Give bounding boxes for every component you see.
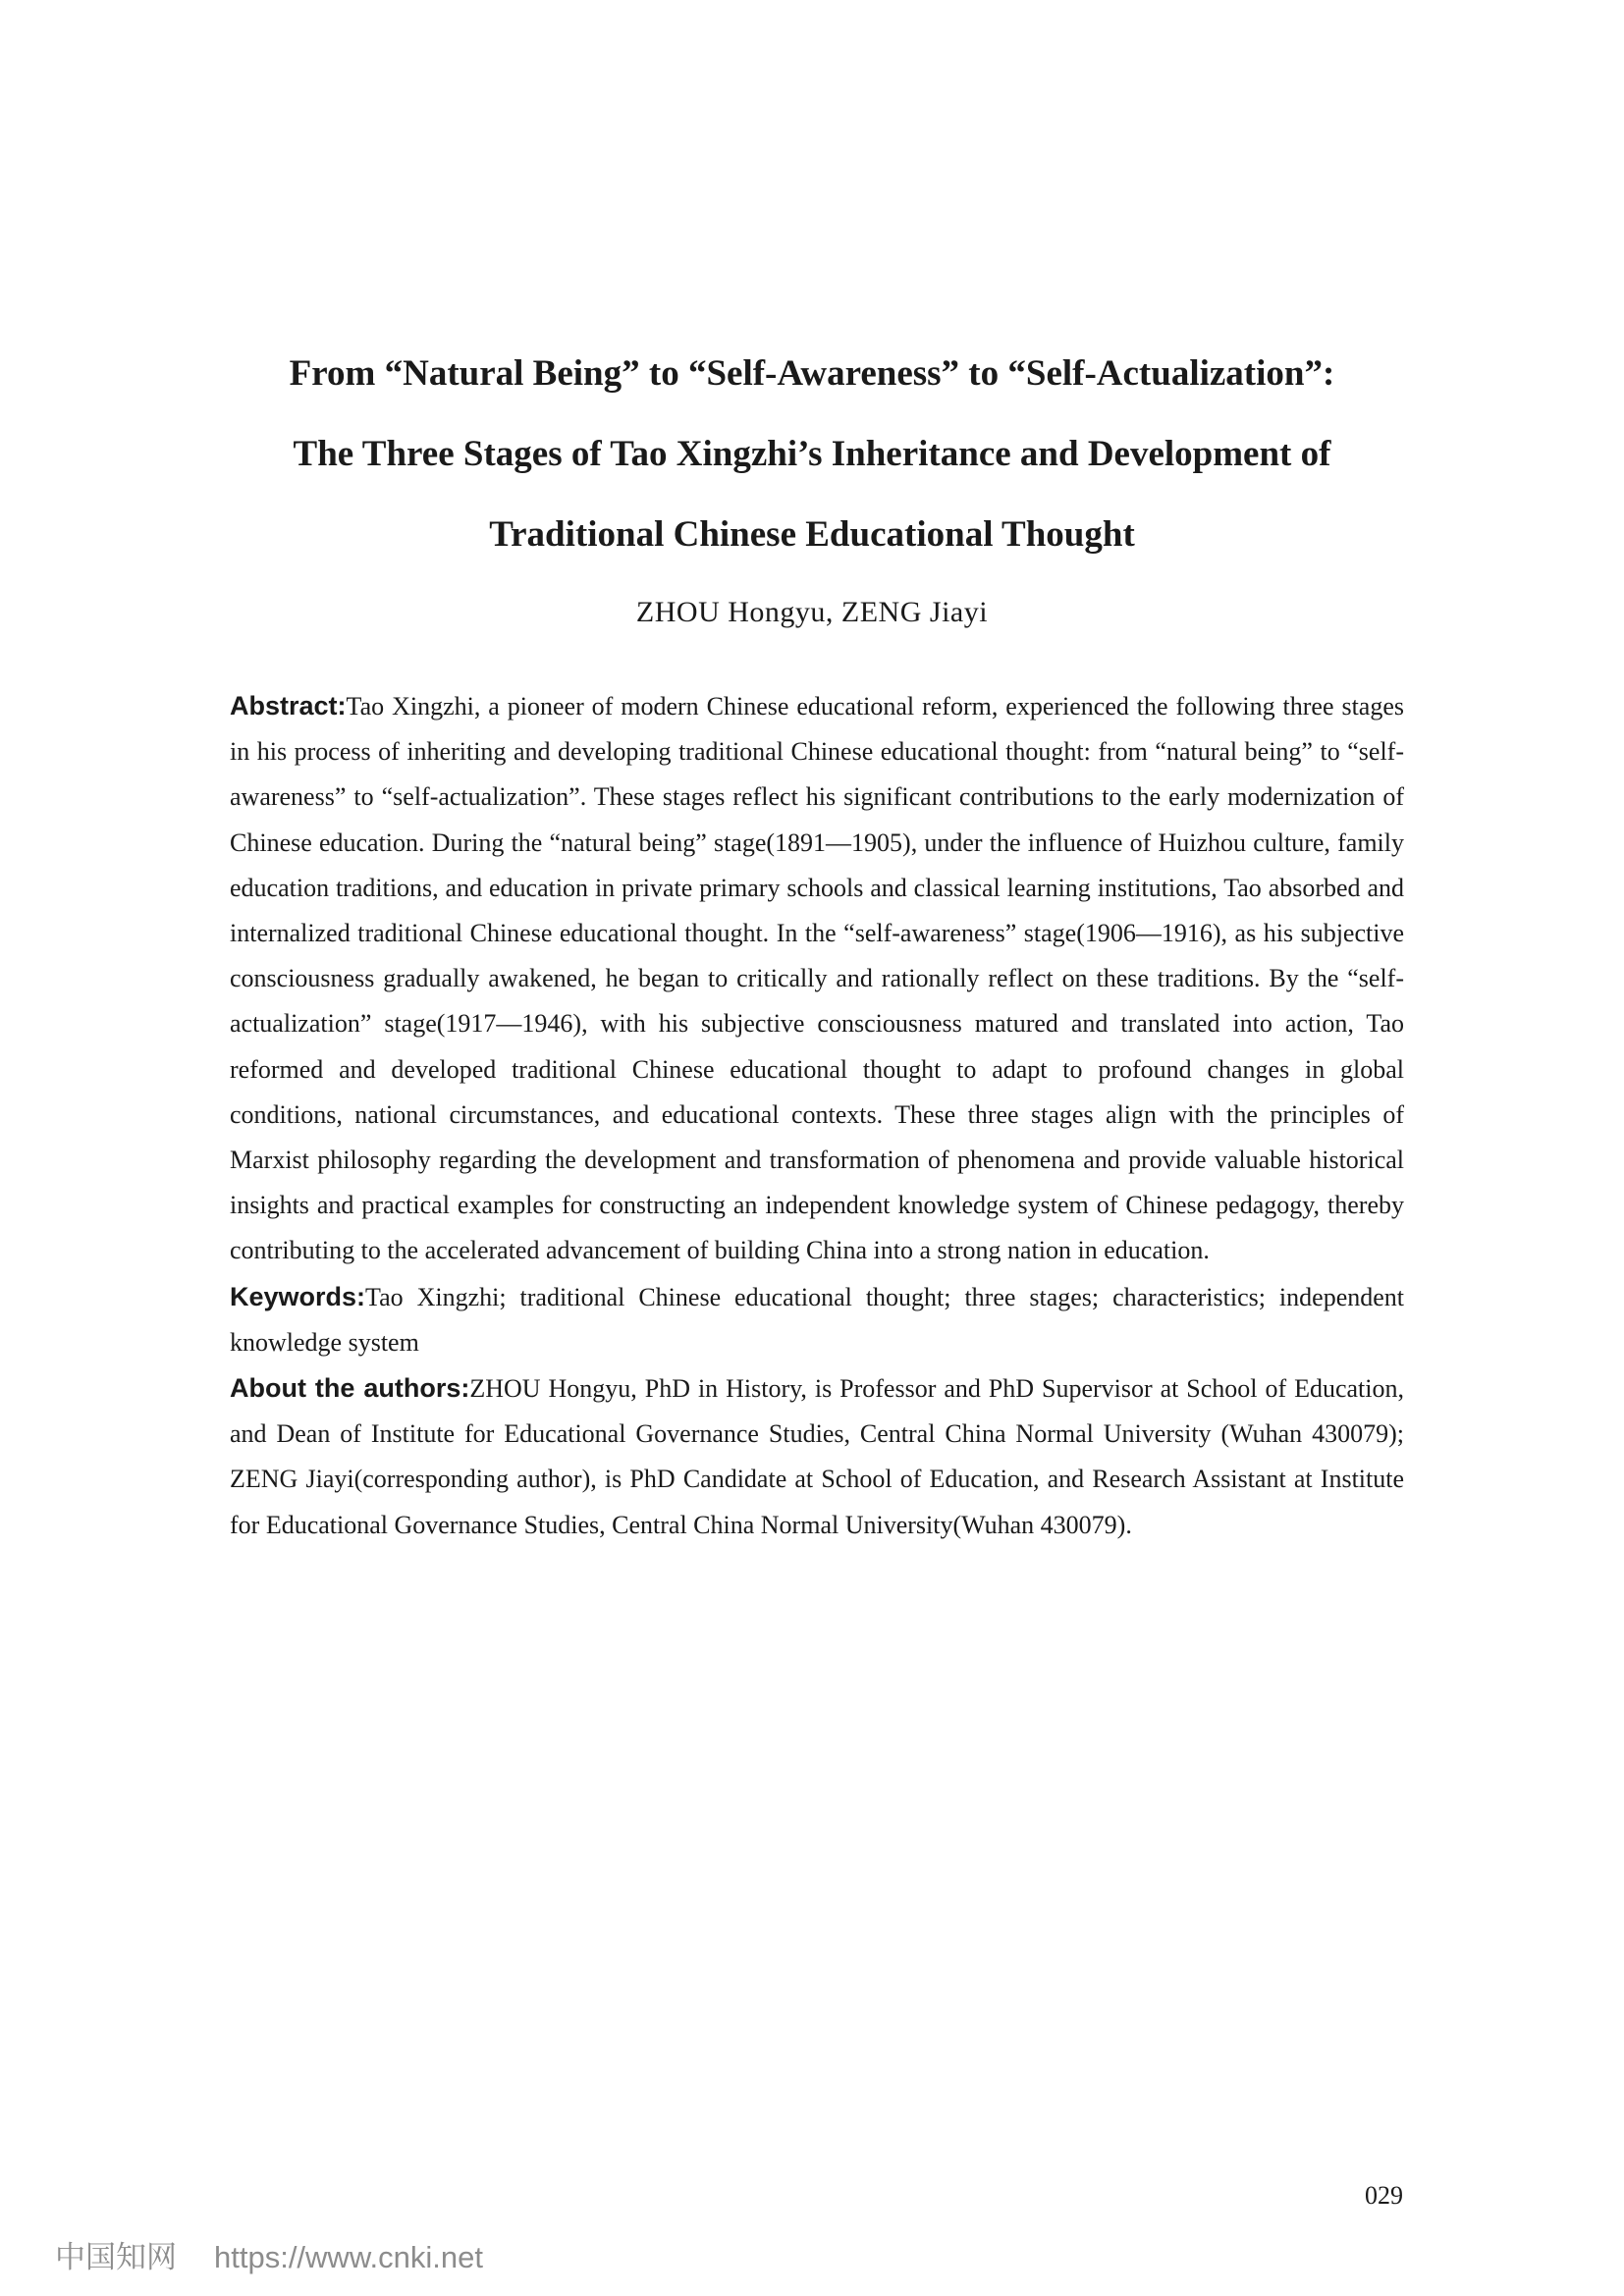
- title-line-3: Traditional Chinese Educational Thought: [489, 514, 1135, 555]
- about-authors-label: About the authors:: [230, 1373, 470, 1404]
- title-line-2: The Three Stages of Tao Xingzhi’s Inheritance and Development of: [293, 434, 1331, 474]
- abstract-text: Tao Xingzhi, a pioneer of modern Chinese educational reform, experienced the following three stages in his process of inheriting and developing traditional Chinese educational thought: from “natural being” to “self-awareness” to “self-actualization”. These stages reflect his significant contributions to the early modernization of Chinese education. During the “natural being” stage(1891—1905), under the influence of Huizhou culture, family education traditions, and education in private primary schools and classical learning institutions, Tao absorbed and internalized traditional Chinese educational thought. In the “self-awareness” stage(1906—1916), as his subjective consciousness gradually awakened, he began to critically and rationally reflect on these traditions. By the “self-actualization” stage(1917—1946), with his subjective consciousness matured and translated into action, Tao reformed and developed traditional Chinese educational thought to adapt to profound changes in global conditions, national circumstances, and educational contexts. These three stages align with the principles of Marxist philosophy regarding the development and transformation of phenomena and provide valuable historical insights and practical examples for constructing an independent knowledge system of Chinese pedagogy, thereby contributing to the accelerated advancement of building China into a strong nation in education.: [230, 692, 1404, 1265]
- title-line-1: From “Natural Being” to “Self-Awareness” to “Self-Actualization”:: [289, 353, 1335, 394]
- watermark-url: https://www.cnki.net: [214, 2240, 483, 2274]
- page-number: 029: [1365, 2181, 1403, 2210]
- author-names: ZHOU Hongyu, ZENG Jiayi: [635, 596, 989, 628]
- article-title: [147, 334, 1477, 575]
- keywords-text: Tao Xingzhi; traditional Chinese educational thought; three stages; characteristics; independent knowledge system: [230, 1282, 1404, 1357]
- about-authors-paragraph: [230, 1365, 1404, 1548]
- about-authors-text: ZHOU Hongyu, PhD in History, is Professor and PhD Supervisor at School of Education, and Dean of Institute for Educational Governance Studies, Central China Normal University (Wuhan 430079); ZENG Jiayi(corresponding author), is PhD Candidate at School of Education, and Research Assistant at Institute for Educational Governance Studies, Central China Normal University(Wuhan 430079).: [230, 1374, 1404, 1539]
- abstract-paragraph: [230, 683, 1404, 1274]
- cnki-watermark: [55, 2232, 483, 2276]
- keywords-label: Keywords:: [230, 1281, 366, 1311]
- keywords-paragraph: [230, 1274, 1404, 1365]
- article-front-matter: [230, 683, 1404, 1548]
- abstract-label: Abstract:: [230, 691, 347, 721]
- watermark-brand: 中国知网: [55, 2240, 177, 2275]
